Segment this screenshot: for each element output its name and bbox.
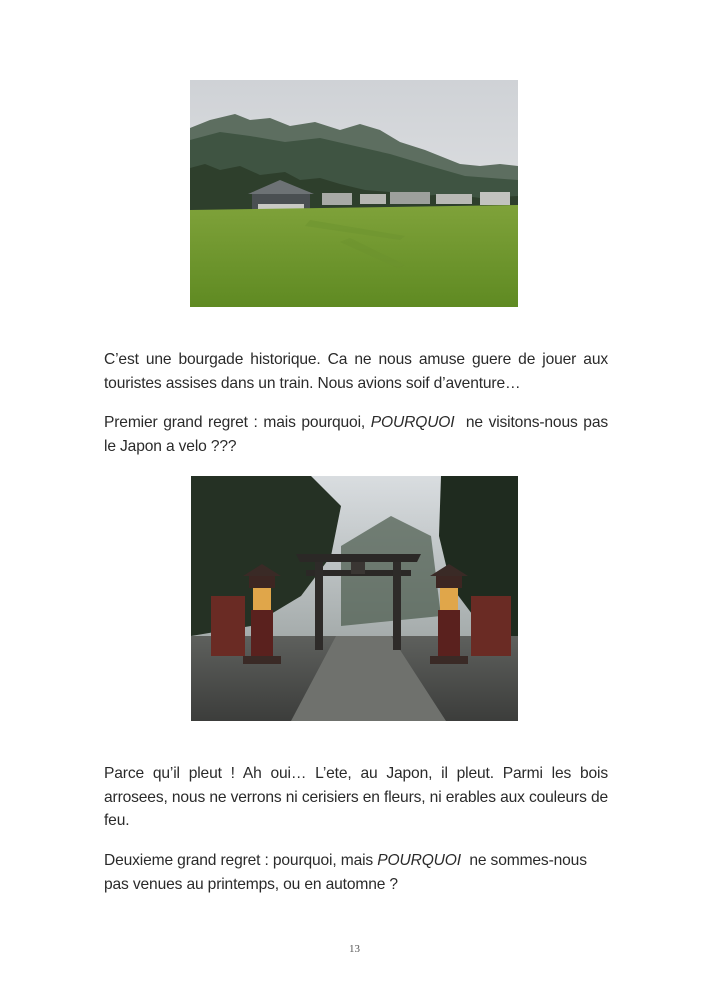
paragraph-4-after: ne sommes-nous pas venues au printemps, ou en automne ? bbox=[104, 852, 592, 893]
paragraph-3-text: Parce qu’il pleut ! Ah oui… L’ete, au Japon, il pleut. Parmi les bois arrosees, nous ne verrons ni cerisiers en fleurs, ni erables aux couleurs de feu. bbox=[104, 765, 608, 829]
paragraph-2-after: ne visitons-nous pas le Japon a velo ??? bbox=[104, 414, 613, 455]
paragraph-4 bbox=[104, 849, 608, 896]
village-rice-field-photo bbox=[190, 80, 518, 307]
paragraph-4-emphasis: POURQUOI bbox=[377, 852, 461, 869]
paragraph-1-text: C’est une bourgade historique. Ca ne nous amuse guere de jouer aux touristes assises dans un train. Nous avions soif d’aventure… bbox=[104, 351, 608, 392]
paragraph-1 bbox=[104, 348, 608, 395]
paragraph-2-before: Premier grand regret : mais pourquoi, bbox=[104, 414, 371, 431]
paragraph-2-emphasis: POURQUOI bbox=[370, 414, 455, 431]
paragraph-2 bbox=[104, 411, 613, 458]
paragraph-4-before: Deuxieme grand regret : pourquoi, mais bbox=[104, 852, 378, 869]
page-number: 13 bbox=[349, 943, 360, 955]
paragraph-3 bbox=[104, 762, 608, 833]
torii-gate-photo bbox=[191, 476, 518, 721]
